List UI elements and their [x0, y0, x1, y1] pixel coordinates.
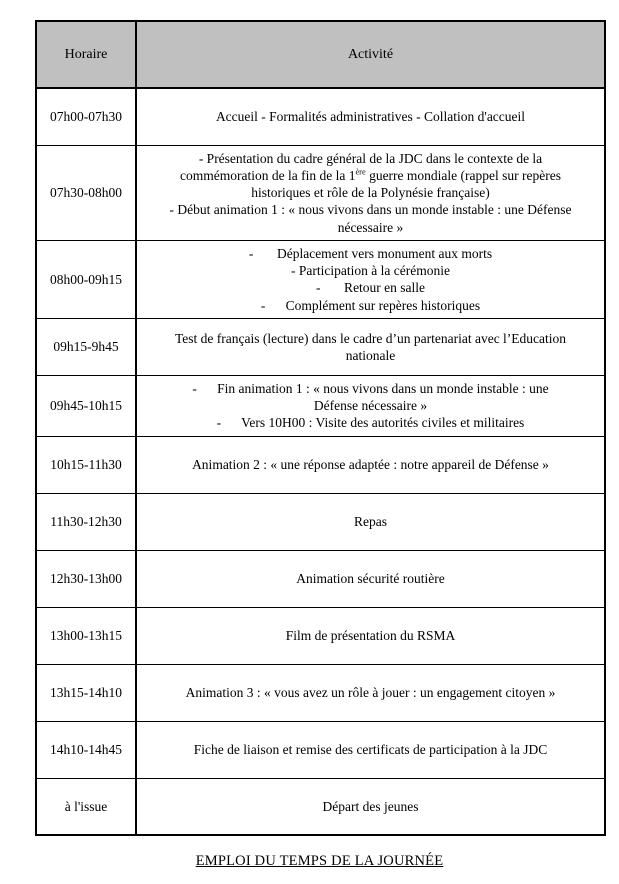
- schedule-activity-cell: [136, 375, 605, 436]
- table-row: [36, 145, 605, 240]
- document-caption: [35, 853, 604, 870]
- schedule-time-cell: 13h00-13h15: [36, 607, 136, 664]
- schedule-time-cell: 07h30-08h00: [36, 145, 136, 240]
- schedule-time-cell: 09h15-9h45: [36, 318, 136, 375]
- table-body: [36, 88, 605, 835]
- schedule-time-cell: à l'issue: [36, 778, 136, 835]
- schedule-time-cell: 12h30-13h00: [36, 550, 136, 607]
- schedule-time-cell: 10h15-11h30: [36, 436, 136, 493]
- table-row: [36, 375, 605, 436]
- schedule-time-cell: 11h30-12h30: [36, 493, 136, 550]
- activity-line: Fiche de liaison et remise des certificats de participation à la JDC: [193, 742, 548, 758]
- activity-line: Animation sécurité routière: [296, 571, 445, 587]
- schedule-time-cell: 08h00-09h15: [36, 240, 136, 318]
- activity-line: Animation 3 : « vous avez un rôle à jouer : un engagement citoyen »: [185, 685, 556, 701]
- schedule-time-cell: 14h10-14h45: [36, 721, 136, 778]
- table-row: [36, 240, 605, 318]
- table-row: [36, 607, 605, 664]
- table-row: [36, 88, 605, 145]
- table-row: [36, 778, 605, 835]
- activity-line: Défense nécessaire »: [313, 398, 428, 414]
- activity-line: - Déplacement vers monument aux morts: [248, 245, 493, 261]
- activity-line: - Fin animation 1 : « nous vivons dans un monde instable : une: [192, 380, 549, 396]
- schedule-time-cell: 13h15-14h10: [36, 664, 136, 721]
- table-row: [36, 721, 605, 778]
- schedule-time-cell: 07h00-07h30: [36, 88, 136, 145]
- schedule-time-cell: 09h45-10h15: [36, 375, 136, 436]
- table-row: [36, 664, 605, 721]
- activity-line: nationale: [345, 347, 396, 363]
- activity-line: Film de présentation du RSMA: [285, 628, 456, 644]
- activity-line: historiques et rôle de la Polynésie française): [251, 185, 490, 201]
- table-header: [36, 21, 605, 88]
- activity-line: Test de français (lecture) dans le cadre d’un partenariat avec l’Education: [174, 330, 567, 346]
- schedule-activity-cell: [136, 240, 605, 318]
- schedule-table-container: [35, 20, 604, 836]
- activity-line: nécessaire »: [337, 219, 404, 235]
- activity-line: - Présentation du cadre général de la JDC dans le contexte de la: [198, 150, 543, 166]
- schedule-activity-cell: [136, 607, 605, 664]
- table-row: [36, 493, 605, 550]
- column-header-activity: Activité: [136, 21, 605, 88]
- activity-line: Départ des jeunes: [322, 798, 419, 814]
- table-row: [36, 318, 605, 375]
- schedule-activity-cell: [136, 88, 605, 145]
- caption-text: EMPLOI DU TEMPS DE LA JOURNÉE: [195, 853, 444, 869]
- schedule-activity-cell: [136, 721, 605, 778]
- table-row: [36, 550, 605, 607]
- column-header-time: Horaire: [36, 21, 136, 88]
- activity-line: commémoration de la fin de la 1ère guerre mondiale (rappel sur repères: [180, 167, 561, 183]
- activity-line: Animation 2 : « une réponse adaptée : notre appareil de Défense »: [192, 457, 549, 473]
- activity-line: Repas: [354, 514, 387, 530]
- schedule-activity-cell: [136, 664, 605, 721]
- schedule-activity-cell: [136, 493, 605, 550]
- schedule-activity-cell: [136, 436, 605, 493]
- activity-line: - Participation à la cérémonie: [291, 263, 450, 279]
- schedule-activity-cell: [136, 778, 605, 835]
- schedule-table: [35, 20, 606, 836]
- schedule-activity-cell: [136, 550, 605, 607]
- activity-line: - Vers 10H00 : Visite des autorités civiles et militaires: [216, 415, 525, 431]
- activity-line: - Retour en salle: [315, 280, 426, 296]
- table-header-row: [36, 21, 605, 88]
- table-row: [36, 436, 605, 493]
- activity-line: Accueil - Formalités administratives - Collation d'accueil: [215, 109, 526, 125]
- activity-line: - Complément sur repères historiques: [260, 297, 481, 313]
- activity-line: - Début animation 1 : « nous vivons dans un monde instable : une Défense: [169, 202, 572, 218]
- schedule-activity-cell: [136, 318, 605, 375]
- schedule-activity-cell: [136, 145, 605, 240]
